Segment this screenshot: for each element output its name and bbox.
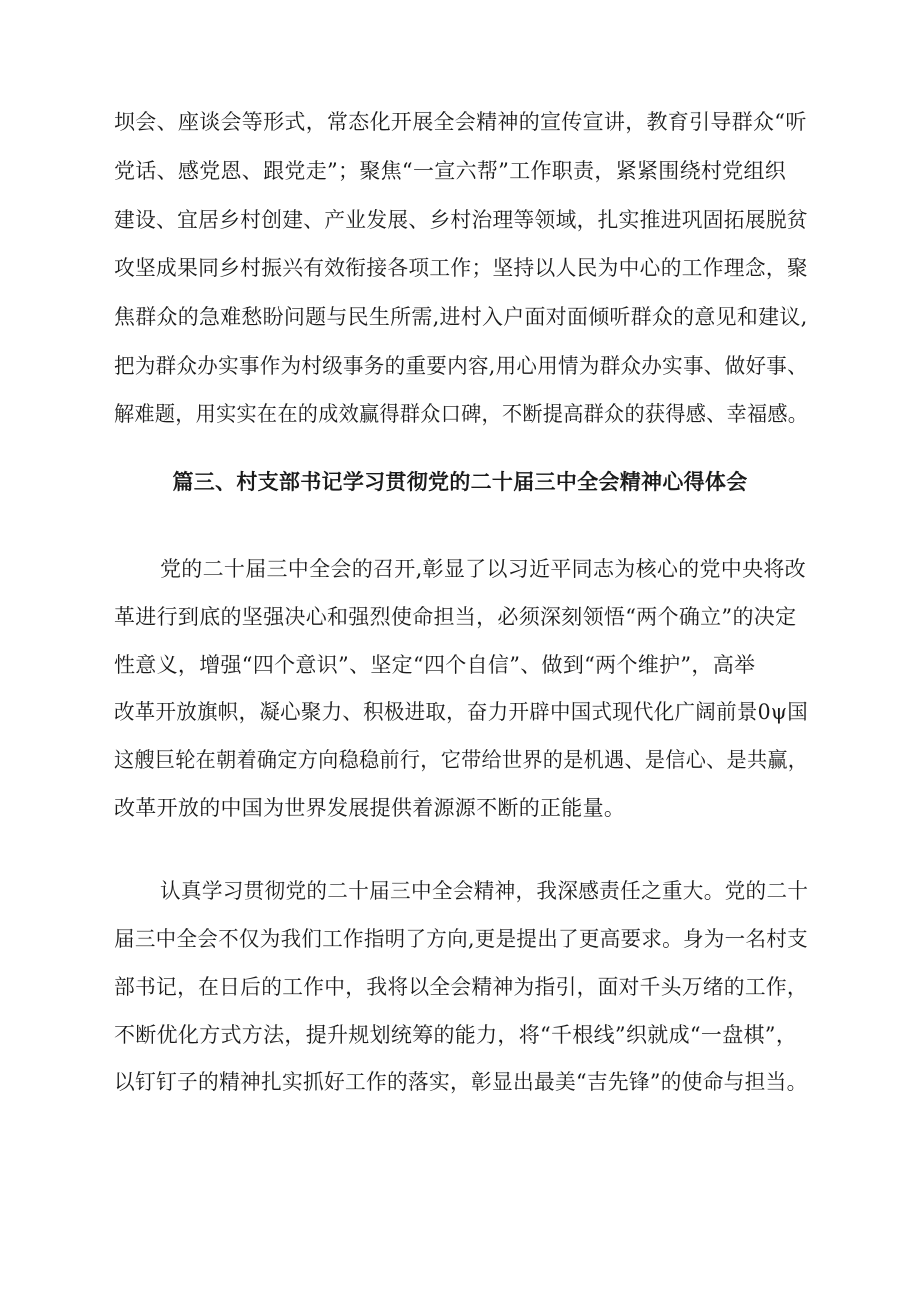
paragraph-3-line: 认真学习贯彻党的二十届三中全会精神，我深感责任之重大。党的二十 <box>160 879 809 903</box>
paragraph-2-line: 改革开放旗帜，凝心聚力、积极进取，奋力开辟中国式现代化广阔前景0ψ国 <box>114 700 809 724</box>
paragraph-1-line: 焦群众的急难愁盼问题与民生所需,进村入户面对面倾听群众的意见和建议, <box>114 305 808 329</box>
paragraph-1-line: 把为群众办实事作为村级事务的重要内容,用心用情为群众办实事、做好事、 <box>114 354 808 378</box>
paragraph-3-line: 以钉钉子的精神扎实抓好工作的落实，彰显出最美“吉先锋”的使命与担当。 <box>114 1070 808 1094</box>
paragraph-2-line: 改革开放的中国为世界发展提供着源源不断的正能量。 <box>114 796 626 820</box>
paragraph-2-line: 党的二十届三中全会的召开,彰显了以习近平同志为核心的党中央将改 <box>160 557 806 581</box>
paragraph-3-line: 届三中全会不仅为我们工作指明了方向,更是提出了更高要求。身为一名村支 <box>114 927 808 951</box>
paragraph-1-line: 党话、感党恩、跟党走”；聚焦“一宣六帮”工作职责，紧紧围绕村党组织 <box>114 159 787 183</box>
section-heading: 篇三、村支部书记学习贯彻党的二十届三中全会精神心得体会 <box>172 469 748 494</box>
paragraph-2-line: 性意义，增强“四个意识”、坚定“四个自信”、做到“两个维护”，高举 <box>114 653 756 677</box>
paragraph-2-line: 革进行到底的坚强决心和强烈使命担当，必须深刻领悟“两个确立”的决定 <box>114 605 797 629</box>
paragraph-3-line: 不断优化方式方法，提升规划统筹的能力，将“千根线”织就成“一盘棋”， <box>114 1023 798 1047</box>
paragraph-3-line: 部书记，在日后的工作中，我将以全会精神为指引，面对千头万绪的工作， <box>114 975 808 999</box>
paragraph-1-line: 坝会、座谈会等形式，常态化开展全会精神的宣传宣讲，教育引导群众“听 <box>114 110 807 134</box>
paragraph-1-line: 解难题，用实实在在的成效赢得群众口碑，不断提高群众的获得感、幸福感。 <box>114 402 809 426</box>
paragraph-1-line: 建设、宜居乡村创建、产业发展、乡村治理等领域，扎实推进巩固拓展脱贫 <box>114 208 808 232</box>
paragraph-1-line: 攻坚成果同乡村振兴有效衔接各项工作；坚持以人民为中心的工作理念，聚 <box>114 256 808 280</box>
paragraph-2-line: 这艘巨轮在朝着确定方向稳稳前行，它带给世界的是机遇、是信心、是共赢， <box>114 748 809 772</box>
